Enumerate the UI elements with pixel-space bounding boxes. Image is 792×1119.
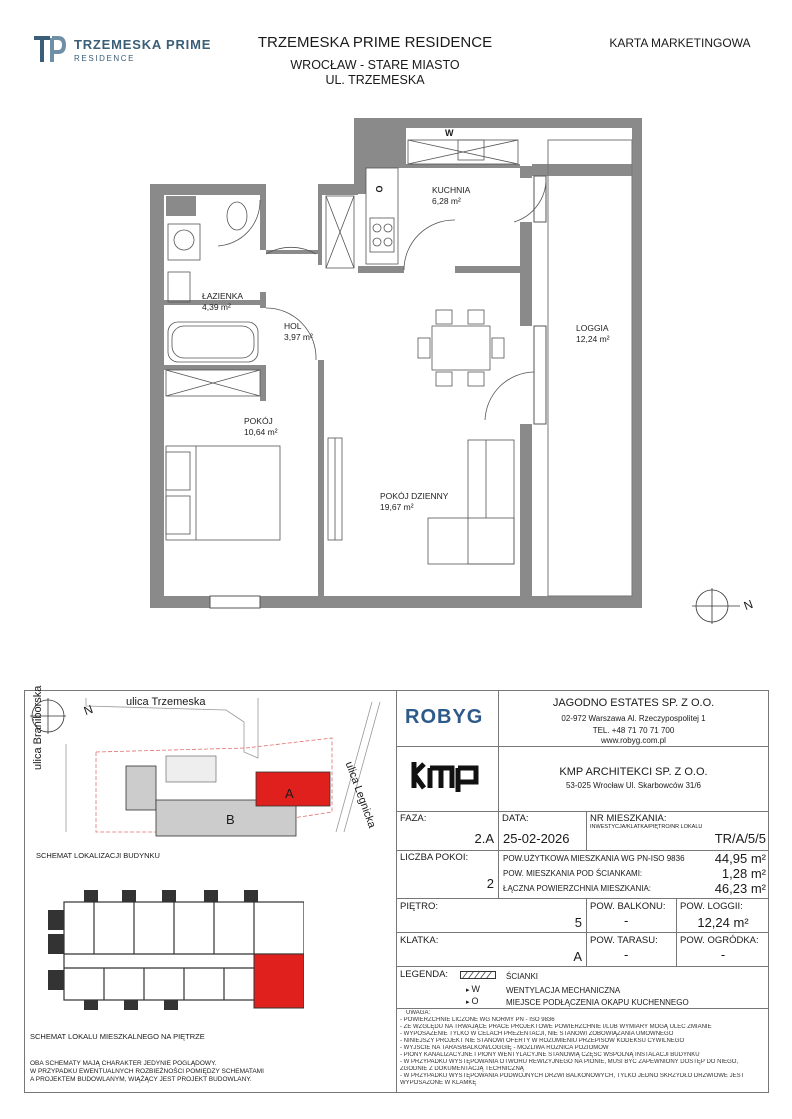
klatka-value: A bbox=[573, 949, 582, 964]
row-line bbox=[396, 1008, 769, 1009]
ps-value: 1,28 m² bbox=[721, 866, 766, 881]
row-line bbox=[396, 932, 769, 933]
notes bbox=[400, 1010, 765, 1087]
room-name: HOL bbox=[284, 321, 302, 331]
room-area: 19,67 m² bbox=[380, 502, 414, 512]
note-line: - NINIEJSZY PROJEKT NIE STANOWI OFERTY W ROZUMIENIU PRZEPISÓW KODEKSU CYWILNEGO bbox=[400, 1038, 685, 1044]
developer-web: www.robyg.com.pl bbox=[601, 736, 666, 745]
robyg-logo: ROBYG bbox=[405, 706, 484, 728]
city-label: WROCŁAW - STARE MIASTO bbox=[290, 58, 460, 72]
room-kuchnia bbox=[432, 185, 470, 207]
ps-label: POW. MIESZKANIA POD ŚCIANKAMI: bbox=[503, 869, 643, 878]
room-name: POKÓJ bbox=[244, 416, 273, 426]
cell-divider bbox=[676, 898, 677, 966]
room-name: ŁAZIENKA bbox=[202, 291, 244, 301]
pl-label: ŁĄCZNA POWIERZCHNIA MIESZKANIA: bbox=[503, 884, 652, 893]
kmp-logo-icon bbox=[410, 758, 482, 792]
note-line: - WYJŚCIE NA TARAS/BALKON/LOGGIĘ - MOŻLIWA RÓŻNICA POZIOMÓW bbox=[400, 1045, 609, 1051]
pietro-value: 5 bbox=[574, 915, 582, 930]
legend-label: LEGENDA: bbox=[400, 969, 449, 980]
legend-symbol-o: ▸ O bbox=[466, 996, 479, 1006]
room-hol bbox=[284, 321, 313, 343]
note-line: WYPOSAŻONE W KLAMKĘ bbox=[400, 1080, 477, 1086]
faza-value: 2.A bbox=[474, 831, 494, 846]
trzemeska-logo-icon bbox=[32, 34, 66, 66]
pu-value: 44,95 m² bbox=[714, 851, 766, 866]
disclaimer bbox=[30, 1060, 264, 1084]
notes-title: UWAGA: bbox=[406, 1010, 431, 1016]
room-lazienka bbox=[202, 291, 243, 313]
room-name: LOGGIA bbox=[576, 323, 609, 333]
note-line: - POWIERZCHNIE LICZONE WG NORMY PN - ISO 9836 bbox=[400, 1017, 555, 1023]
building-b-label: B bbox=[226, 812, 235, 827]
room-area: 3,97 m² bbox=[284, 332, 313, 342]
street-top: ulica Trzemeska bbox=[126, 696, 206, 708]
disclaimer-line: A PROJEKTEM BUDOWLANYM, WIĄŻĄCY JEST PROJEKT BUDOWLANY. bbox=[30, 1076, 252, 1083]
hatch-icon bbox=[460, 971, 496, 979]
location-caption: SCHEMAT LOKALIZACJI BUDYNKU bbox=[36, 851, 160, 860]
room-area: 4,39 m² bbox=[202, 302, 231, 312]
nr-sublabel: INWESTYCJA/KLATKA/PIĘTRO/NR LOKALU bbox=[590, 824, 703, 830]
street-left: ulica Braniborska bbox=[32, 685, 44, 770]
frame-divider bbox=[396, 690, 397, 1093]
note-line: - WYPOSAŻENIE TYLKO W CELACH PREZENTACJI, NIE STANOWI ZOBOWIĄZANIA UMOWNEGO bbox=[400, 1031, 674, 1037]
cell-divider bbox=[586, 898, 587, 966]
legend-symbol-w: ▸ W bbox=[466, 984, 480, 994]
note-line: - W PRZYPADKU WYSTĘPOWANIA PODWÓJNYCH DRZWI BALKONOWYCH, TYLKO JEDNO SKRZYDŁO DRZWIOWE JEST bbox=[400, 1073, 745, 1079]
faza-label: FAZA: bbox=[400, 813, 427, 824]
room-name: KUCHNIA bbox=[432, 185, 471, 195]
room-area: 12,24 m² bbox=[576, 334, 610, 344]
legend-symbol: O bbox=[471, 996, 479, 1006]
note-line: - PIONY KANALIZACYJNE I PIONY WENTYLACYJNE STANOWIĄ CZĘŚĆ WSPÓLNĄ INSTALACJI BUDYNKU bbox=[400, 1052, 700, 1058]
cell-divider bbox=[586, 811, 587, 850]
card-type: KARTA MARKETINGOWA bbox=[609, 36, 751, 50]
developer-address: 02-972 Warszawa Al. Rzeczypospolitej 1 bbox=[561, 714, 706, 723]
legend-item-walls: ŚCIANKI bbox=[506, 972, 539, 981]
plan-compass-n: N bbox=[741, 596, 755, 614]
nr-label: NR MIESZKANIA: bbox=[590, 813, 667, 824]
room-name: POKÓJ DZIENNY bbox=[380, 491, 449, 501]
pu-label: POW.UŻYTKOWA MIESZKANIA WG PN-ISO 9836 bbox=[503, 854, 685, 863]
ogrodek-value: - bbox=[720, 947, 726, 962]
street-right: ulica Legnicka bbox=[342, 760, 378, 830]
location-schema bbox=[26, 692, 394, 842]
room-area: 6,28 m² bbox=[432, 196, 461, 206]
legend-item-ventilation: WENTYLACJA MECHANICZNA bbox=[506, 986, 621, 995]
room-area: 10,64 m² bbox=[244, 427, 278, 437]
page-title: TRZEMESKA PRIME RESIDENCE bbox=[257, 34, 493, 51]
logo-title: TRZEMESKA PRIME bbox=[74, 37, 212, 52]
floor-schema bbox=[44, 890, 304, 1012]
row-line bbox=[396, 966, 769, 967]
room-pokoj bbox=[244, 416, 278, 438]
developer-phone: TEL. +48 71 70 71 700 bbox=[592, 726, 675, 735]
klatka-label: KLATKA: bbox=[400, 935, 439, 946]
pokoje-label: LICZBA POKOI: bbox=[400, 852, 469, 863]
plan-compass-icon bbox=[692, 588, 740, 624]
legend-item-hood: MIEJSCE PODŁĄCZENIA OKAPU KUCHENNEGO bbox=[506, 998, 689, 1007]
note-line: - W PRZYPADKU WYSTĘPOWANIA OTWORU REWIZYJNEGO NA PIONIE, MUSI BYĆ ZAPEWNIONY DOSTĘP DO NIEGO, bbox=[400, 1059, 739, 1065]
row-line bbox=[396, 898, 769, 899]
row-line bbox=[396, 746, 769, 747]
balkon-label: POW. BALKONU: bbox=[590, 901, 666, 912]
pietro-label: PIĘTRO: bbox=[400, 901, 439, 912]
room-pokoj-dzienny bbox=[380, 491, 448, 513]
note-line: - ZE WZGLĘDU NA TRWAJĄCE PRACE PROJEKTOWE POWIERZCHNIE I/LUB WYMIARY MOGĄ ULEC ZMIANIE bbox=[400, 1024, 712, 1030]
row-line bbox=[396, 811, 769, 812]
taras-value: - bbox=[624, 947, 629, 962]
pl-value: 46,23 m² bbox=[714, 881, 766, 896]
room-loggia bbox=[576, 323, 610, 345]
floor-schema-caption: SCHEMAT LOKALU MIESZKALNEGO NA PIĘTRZE bbox=[30, 1032, 205, 1041]
balkon-value: - bbox=[624, 913, 629, 928]
data-label: DATA: bbox=[502, 813, 529, 824]
taras-label: POW. TARASU: bbox=[590, 935, 658, 946]
loggia-label: POW. LOGGII: bbox=[680, 901, 743, 912]
architect-address: 53-025 Wrocław Ul. Skarbowców 31/6 bbox=[565, 781, 702, 790]
street-label: UL. TRZEMESKA bbox=[325, 73, 425, 87]
hood-marker: O bbox=[374, 185, 385, 193]
ventilation-marker: W bbox=[445, 128, 454, 138]
note-line: ZGODNIE Z DOKUMENTACJĄ TECHNICZNĄ bbox=[400, 1066, 524, 1072]
disclaimer-line: OBA SCHEMATY MAJĄ CHARAKTER JEDYNIE POGLĄDOWY. bbox=[30, 1060, 217, 1067]
floor-plan bbox=[0, 100, 792, 640]
nr-value: TR/A/5/5 bbox=[714, 831, 766, 846]
building-a-label: A bbox=[285, 786, 294, 801]
architect-name: KMP ARCHITEKCI SP. Z O.O. bbox=[559, 766, 708, 778]
logo-subtitle: RESIDENCE bbox=[74, 54, 136, 63]
ogrodek-label: POW. OGRÓDKA: bbox=[680, 935, 759, 946]
loggia-value: 12,24 m² bbox=[697, 915, 749, 930]
pokoje-value: 2 bbox=[486, 876, 494, 891]
legend-symbol: W bbox=[471, 984, 480, 994]
data-value: 25-02-2026 bbox=[503, 831, 570, 846]
disclaimer-line: W PRZYPADKU EWENTUALNYCH ROZBIEŻNOŚCI POMIĘDZY SCHEMATAMI bbox=[30, 1068, 264, 1075]
location-compass-n: N bbox=[81, 701, 95, 719]
cell-divider bbox=[498, 811, 499, 850]
walls bbox=[150, 118, 642, 608]
developer-name: JAGODNO ESTATES SP. Z O.O. bbox=[552, 697, 715, 709]
cell-divider bbox=[498, 850, 499, 898]
